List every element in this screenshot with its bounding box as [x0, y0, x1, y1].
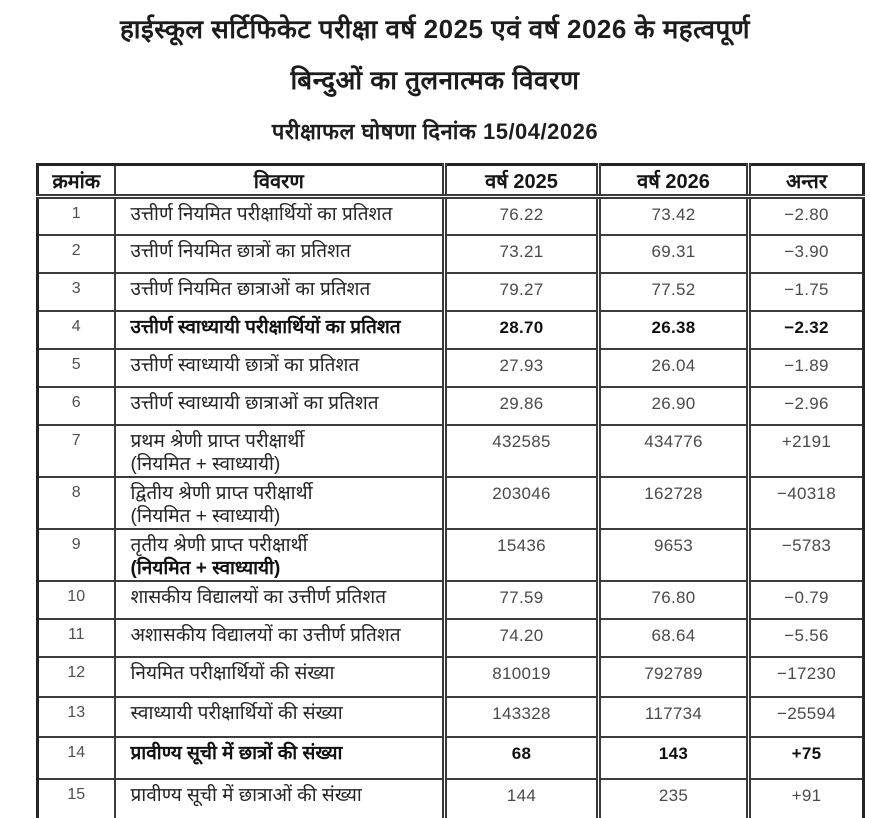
row-value-2026: 792789 [599, 657, 749, 697]
row-difference: −1.89 [749, 349, 864, 387]
row-value-2025: 73.21 [445, 235, 599, 273]
row-difference: +75 [749, 737, 864, 779]
row-description-text: उत्तीर्ण नियमित छात्राओं का प्रतिशत [130, 278, 371, 300]
table-row [38, 425, 864, 477]
table-row [38, 581, 864, 619]
table-row [38, 197, 864, 235]
row-value-2025: 432585 [445, 425, 599, 477]
header-serial-number: क्रमांक [38, 165, 115, 197]
comparison-table [36, 163, 865, 818]
row-value-2026: 68.64 [599, 619, 749, 657]
row-description [115, 581, 445, 619]
row-description [115, 235, 445, 273]
row-description-text: अशासकीय विद्यालयों का उत्तीर्ण प्रतिशत [130, 624, 401, 646]
document-title-line-1: हाईस्कूल सर्टिफिकेट परीक्षा वर्ष 2025 एवं वर्ष 2026 के महत्वपूर्ण [119, 14, 751, 44]
row-description-text: उत्तीर्ण नियमित परीक्षार्थियों का प्रतिशत [130, 204, 393, 225]
table-row [38, 779, 864, 818]
document-header [0, 0, 870, 146]
row-description-text: उत्तीर्ण स्वाध्यायी परीक्षार्थियों का प्रतिशत [130, 316, 401, 338]
row-difference: −5.56 [749, 619, 864, 657]
row-description-subtext: (नियमित + स्वाध्यायी) [130, 505, 281, 527]
table-row [38, 529, 864, 581]
row-description [115, 425, 445, 477]
row-description-text: शासकीय विद्यालयों का उत्तीर्ण प्रतिशत [130, 586, 387, 608]
row-description [115, 273, 445, 311]
table-row [38, 387, 864, 425]
row-difference: −17230 [749, 657, 864, 697]
row-description-text: तृतीय श्रेणी प्राप्त परीक्षार्थी [130, 534, 308, 556]
row-description-text: नियमित परीक्षार्थियों की संख्या [130, 662, 335, 684]
row-description-text: द्वितीय श्रेणी प्राप्त परीक्षार्थी [130, 482, 313, 504]
row-value-2026: 26.38 [599, 311, 749, 349]
row-description-text: उत्तीर्ण स्वाध्यायी छात्रों का प्रतिशत [130, 354, 360, 376]
row-description [115, 311, 445, 349]
row-value-2025: 29.86 [445, 387, 599, 425]
header-year-2025: वर्ष 2025 [445, 165, 599, 197]
row-description [115, 529, 445, 581]
row-serial-number: 3 [38, 273, 115, 311]
row-serial-number: 12 [38, 657, 115, 697]
row-value-2025: 74.20 [445, 619, 599, 657]
table-row [38, 235, 864, 273]
row-description-text: स्वाध्यायी परीक्षार्थियों की संख्या [130, 702, 343, 724]
row-serial-number: 7 [38, 425, 115, 477]
row-difference: −0.79 [749, 581, 864, 619]
row-serial-number: 1 [38, 197, 115, 235]
row-serial-number: 5 [38, 349, 115, 387]
row-serial-number: 13 [38, 697, 115, 737]
table-row [38, 697, 864, 737]
row-description [115, 197, 445, 235]
row-value-2025: 15436 [445, 529, 599, 581]
table-row [38, 311, 864, 349]
row-value-2025: 144 [445, 779, 599, 818]
row-value-2025: 27.93 [445, 349, 599, 387]
row-difference: −2.96 [749, 387, 864, 425]
row-difference: +2191 [749, 425, 864, 477]
header-year-2026: वर्ष 2026 [599, 165, 749, 197]
row-description [115, 657, 445, 697]
row-description [115, 619, 445, 657]
row-value-2025: 79.27 [445, 273, 599, 311]
table-row [38, 657, 864, 697]
row-difference: +91 [749, 779, 864, 818]
header-description: विवरण [115, 165, 445, 197]
row-description [115, 349, 445, 387]
row-value-2025: 28.70 [445, 311, 599, 349]
row-description-text: प्रथम श्रेणी प्राप्त परीक्षार्थी [130, 430, 305, 452]
row-serial-number: 4 [38, 311, 115, 349]
row-value-2025: 68 [445, 737, 599, 779]
row-value-2026: 26.90 [599, 387, 749, 425]
row-serial-number: 9 [38, 529, 115, 581]
row-description [115, 737, 445, 779]
results-table-body [38, 197, 864, 818]
row-value-2025: 810019 [445, 657, 599, 697]
row-description-text: उत्तीर्ण नियमित छात्रों का प्रतिशत [130, 240, 351, 262]
row-value-2026: 9653 [599, 529, 749, 581]
row-serial-number: 15 [38, 779, 115, 818]
row-value-2026: 235 [599, 779, 749, 818]
table-row [38, 737, 864, 779]
table-row [38, 619, 864, 657]
table-row [38, 349, 864, 387]
row-value-2026: 434776 [599, 425, 749, 477]
row-value-2026: 73.42 [599, 197, 749, 235]
row-serial-number: 11 [38, 619, 115, 657]
row-difference: −25594 [749, 697, 864, 737]
row-difference: −2.80 [749, 197, 864, 235]
row-description-subtext: (नियमित + स्वाध्यायी) [130, 453, 281, 475]
row-value-2026: 117734 [599, 697, 749, 737]
row-difference: −3.90 [749, 235, 864, 273]
row-value-2026: 143 [599, 737, 749, 779]
row-difference: −5783 [749, 529, 864, 581]
row-value-2025: 76.22 [445, 197, 599, 235]
row-value-2025: 203046 [445, 477, 599, 529]
table-row [38, 273, 864, 311]
row-value-2026: 26.04 [599, 349, 749, 387]
row-serial-number: 6 [38, 387, 115, 425]
row-serial-number: 2 [38, 235, 115, 273]
row-description-text: प्रावीण्य सूची में छात्रों की संख्या [130, 742, 343, 764]
row-serial-number: 14 [38, 737, 115, 779]
row-value-2026: 162728 [599, 477, 749, 529]
result-declaration-date-line: परीक्षाफल घोषणा दिनांक 15/04/2026 [271, 119, 599, 144]
row-description-text: प्रावीण्य सूची में छात्राओं की संख्या [130, 784, 362, 806]
row-difference: −2.32 [749, 311, 864, 349]
row-description [115, 387, 445, 425]
row-value-2025: 77.59 [445, 581, 599, 619]
row-value-2026: 69.31 [599, 235, 749, 273]
row-difference: −40318 [749, 477, 864, 529]
row-difference: −1.75 [749, 273, 864, 311]
row-description-subtext: (नियमित + स्वाध्यायी) [130, 557, 281, 579]
row-value-2026: 76.80 [599, 581, 749, 619]
table-row [38, 477, 864, 529]
document-title-line-2: बिन्दुओं का तुलनात्मक विवरण [290, 65, 580, 95]
row-value-2025: 143328 [445, 697, 599, 737]
row-value-2026: 77.52 [599, 273, 749, 311]
row-description [115, 477, 445, 529]
row-serial-number: 10 [38, 581, 115, 619]
row-description [115, 697, 445, 737]
row-description-text: उत्तीर्ण स्वाध्यायी छात्राओं का प्रतिशत [130, 392, 379, 414]
row-serial-number: 8 [38, 477, 115, 529]
table-header-row [38, 165, 864, 197]
header-difference: अन्तर [749, 165, 864, 197]
row-description [115, 779, 445, 818]
